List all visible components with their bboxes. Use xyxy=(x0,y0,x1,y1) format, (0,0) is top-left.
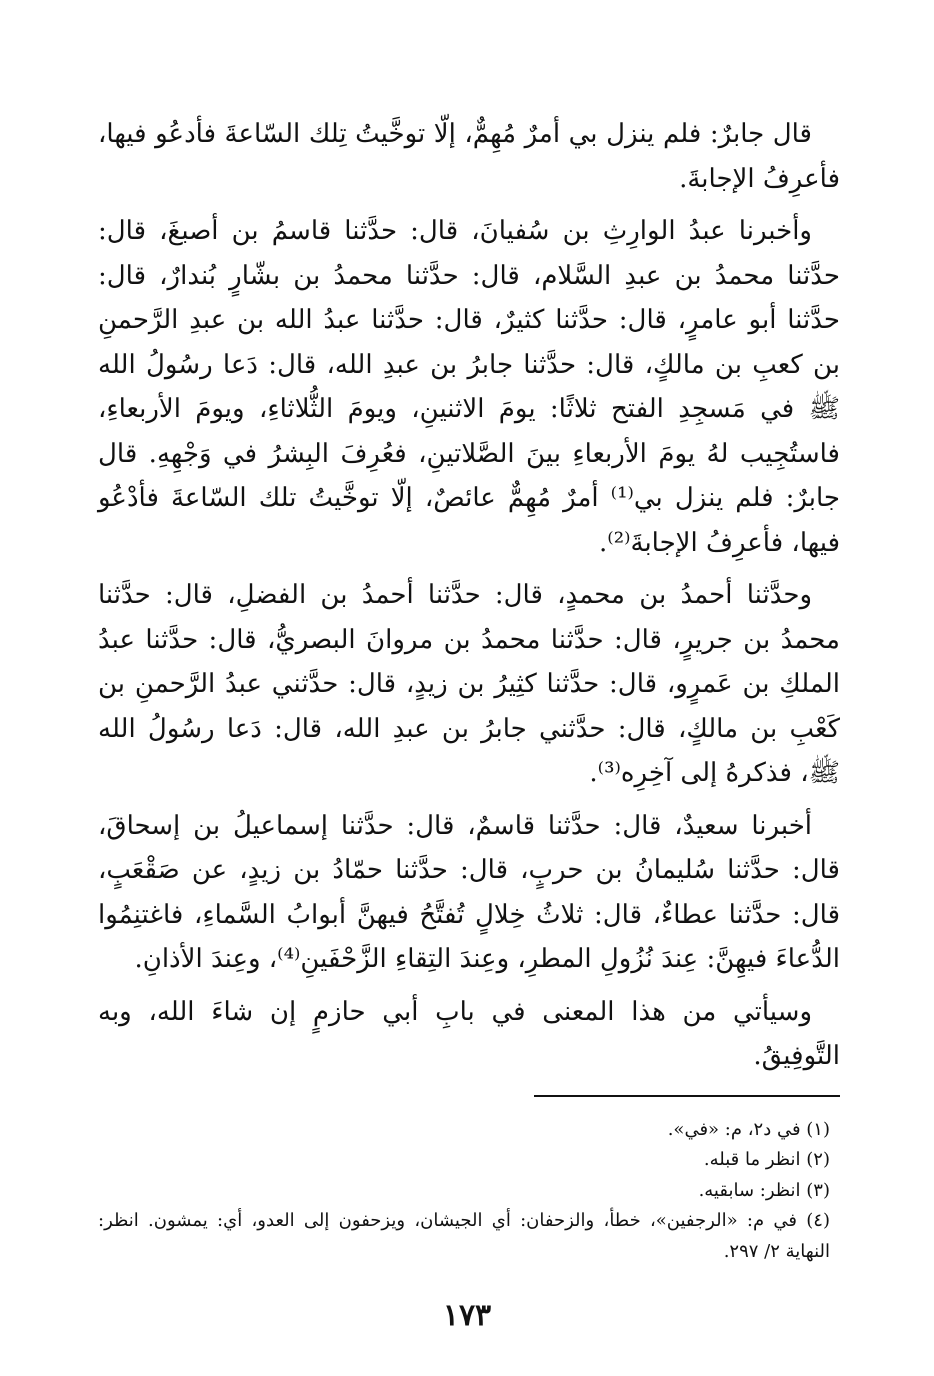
paragraph-4: أخبرنا سعيدٌ، قال: حدَّثنا قاسمٌ، قال: حدَّثنا إسماعيلُ بن إسحاقَ، قال: حدَّثنا سُليمانُ بن حربٍ، قال: حدَّثنا حمّادُ بن زيدٍ، عن صَقْعَبٍ، قال: حدَّثنا عطاءٌ، قال: ثلاثُ خِلالٍ تُفتَّحُ فيهنَّ أبوابُ السَّماءِ، فاغتنِمُوا الدُّعاءَ فيهِنَّ: عِندَ نُزُولِ المطرِ، وعِندَ التِقاءِ الزَّحْفَينِ⁽⁴⁾، وعِندَ الأذانِ. xyxy=(98,810,840,974)
footnote-2: (٢) انظر ما قبله. xyxy=(703,1149,830,1170)
paragraph-3: وحدَّثنا أحمدُ بن محمدٍ، قال: حدَّثنا أحمدُ بن الفضلِ، قال: حدَّثنا محمدُ بن جريرٍ، قال: حدَّثنا محمدُ بن مروانَ البصريُّ، قال: حدَّثنا عبدُ الملكِ بن عَمرٍو، قال: حدَّثنا كثِيرُ بن زيدٍ، قال: حدَّثني عبدُ الرَّحمنِ بن كَعْبِ بن مالكٍ، قال: حدَّثني جابرُ بن عبدِ الله، قال: دَعا رسُولُ الله ﷺ، فذكرهُ إلى آخِرِه⁽³⁾. xyxy=(98,580,840,788)
paragraph-2: وأخبرنا عبدُ الوارِثِ بن سُفيانَ، قال: حدَّثنا قاسمُ بن أصبغَ، قال: حدَّثنا محمدُ بن عبدِ السَّلام، قال: حدَّثنا محمدُ بن بشّارٍ بُندارٌ، قال: حدَّثنا أبو عامرٍ، قال: حدَّثنا كثيرٌ، قال: حدَّثنا عبدُ الله بن عبدِ الرَّحمنِ بن كعبِ بن مالكٍ، قال: حدَّثنا جابرُ بن عبدِ الله، قال: دَعا رسُولُ الله ﷺ في مَسجِدِ الفتح ثلاثًا: يومَ الاثنينِ، ويومَ الثُّلاثاءِ، ويومَ الأربعاءِ، فاستُجِيب لهُ يومَ الأربعاءِ بينَ الصَّلاتينِ، فعُرِفَ البِشرُ في وَجْهِهِ. قال جابرٌ: فلم ينزل بي⁽¹⁾ أمرٌ مُهِمٌّ عائصٌ، إلّا توخَّيتُ تلك السّاعةَ فأدْعُو فيها، فأعرِفُ الإجابةَ⁽²⁾. xyxy=(98,216,840,558)
page-number: ١٧٣ xyxy=(442,1298,492,1333)
main-text xyxy=(98,112,840,1079)
paragraph-5: وسيأتي من هذا المعنى في بابِ أبي حازمٍ إن شاءَ الله، وبه التَّوفِيقُ. xyxy=(98,996,840,1071)
page-content xyxy=(98,112,840,1267)
footnotes xyxy=(98,1115,840,1268)
footnote-4: (٤) في م: «الرجفين»، خطأ، والزحفان: أي الجيشان، ويزحفون إلى العدو، أي: يمشون. انظر: النهاية ٢/ ٢٩٧. xyxy=(98,1210,830,1262)
paragraph-1: قال جابرٌ: فلم ينزل بي أمرٌ مُهِمٌّ، إلّا توخَّيتُ تِلك السّاعةَ فأدعُو فيها، فأعرِفُ الإجابةَ. xyxy=(98,119,840,194)
footnote-1: (١) في د٢، م: «في». xyxy=(667,1118,830,1140)
footnote-separator xyxy=(534,1095,840,1097)
footnote-3: (٣) انظر: سابقيه. xyxy=(698,1179,830,1201)
